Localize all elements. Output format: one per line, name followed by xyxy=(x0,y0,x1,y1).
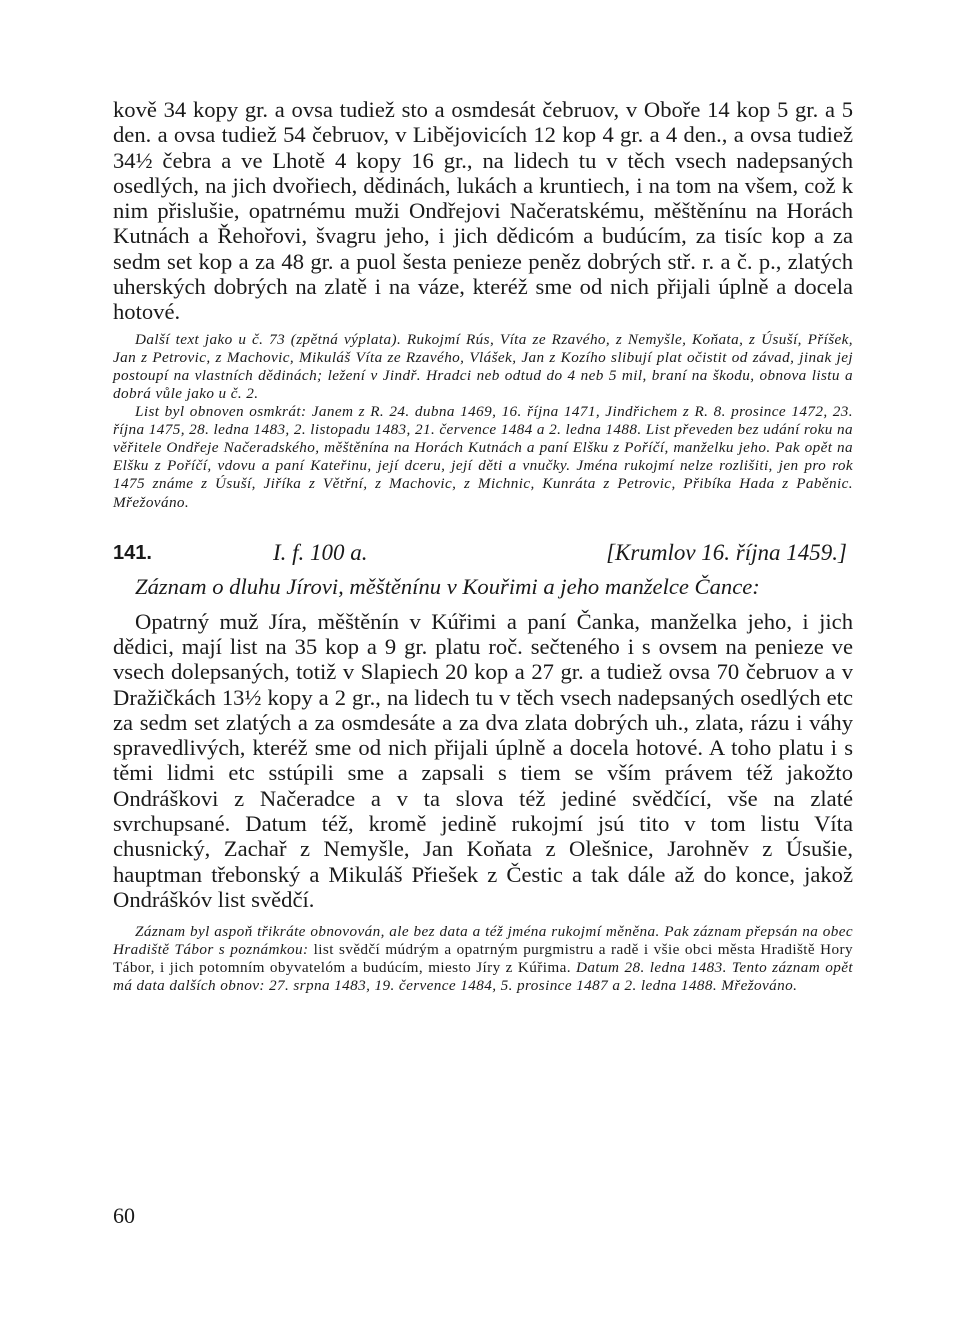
entry-paragraph: Opatrný muž Jíra, měštěnín v Kúřimi a paní Čanka, manželka jeho, i jich dědici, mají list na 35 kop a 9 gr. platu roč. sečteného i s ovsem na penieze ve vsech dolepsaných, totiž v Slapiech 20 kop a 27 gr. a tudiež ovsa 70 čebruov a v Dražičkách 13½ kopy a 2 gr., na lidech tu v těch vsech nadepsaných osedlých etc za sedm set zlatých a za osmdesáte a za dva zlata dobrých uh., zlata, rázu i váhy spravedlivých, kteréž sme od nich přijali úplně a docela hotové. A toho platu i s těmi lidmi etc sstúpili sme a zapsali s tiem se vším právem též jakožto Ondráškovi z Načeradce a v ta slova též jediné svědčící, vše na zlaté svrchupsané. Datum též, kromě jedině rukojmí jsú tito v tom listu Víta chusnický, Zachař z Nemyšle, Jan Koňata z Olešnice, Jarohněv z Úsušie, hauptman třebonský a Mikuláš Přiešek z Čestic a tak dále až do konce, jakož Ondráškóv list svědčí. xyxy=(113,608,853,912)
entry-header xyxy=(113,538,853,568)
entry-folio: I. f. 100 a. xyxy=(273,539,368,565)
page-number: 60 xyxy=(113,1203,135,1228)
entry-title: Záznam o dluhu Jírovi, měštěnínu v Kouřimi a jeho manželce Čance: xyxy=(135,573,760,599)
note-3-italic-part-1: Záznam byl aspoň třikráte obnovován, ale bez data a též jména rukojmí měněna. Pak záznam přepsán na obec Hradiště Tábor s poznámkou: xyxy=(113,923,853,959)
entry-number: 141. xyxy=(113,541,152,564)
body-paragraph-continuation: kově 34 kopy gr. a ovsa tudiež sto a osmdesát čebruov, v Oboře 14 kop 5 gr. a 5 den. a ovsa tudiež 54 čebruov, v Libějovicích 12 kop 4 gr. a 4 den., a ovsa tudiež 34½ čebra a ve Lhotě 4 kopy 16 gr., na lidech tu v těch vsech nadepsaných osedlých, na jich dvořiech, dědinách, lukách a kruntiech, i na tom na všem, což k nim přislušie, opatrnému muži Ondřejovi Načeratskému, měštěnínu na Horách Kutnách a Řehořovi, švagru jeho, i jich dědicóm a budúcím, za tisíc kop a za sedm set kop a za 48 gr. a puol šesta penieze peněz dobrých stř. r. a č. p., zlatých uherských dobrých na zlatě i na váze, kteréž sme od nich přijali úplně a docela hotové. xyxy=(113,97,853,325)
note-3-italic-part-2: Datum 28. ledna 1483. Tento záznam opět má data dalších obnov: 27. srpna 1483, 19. července 1484, 5. prosince 1487 a 2. ledna 1488. Mřežováno. xyxy=(113,959,853,995)
editorial-note-3 xyxy=(113,923,853,995)
editorial-note-1: Další text jako u č. 73 (zpětná výplata). Rukojmí Rús, Víta ze Rzavého, z Nemyšle, Koňata, z Úsuší, Příšek, Jan z Petrovic, z Machovic, Mikuláš Víta ze Rzavého, Vlášek, Jan z Kozího slibují plat očistit od závad, jinak jej postoupí na vlastních dědinách; ležení v Jindř. Hradci neb odtud do 4 neb 5 mil, braní na škodu, obnova listu a dobrá vůle jako u č. 2. xyxy=(113,330,853,402)
editorial-note-2: List byl obnoven osmkrát: Janem z R. 24. dubna 1469, 16. října 1471, Jindřichem z R. 8. prosince 1472, 23. října 1475, 28. ledna 1483, 2. listopadu 1483, 21. července 1484 a 2. ledna 1488. List převeden bez udání roku na věřitele Ondřeje Načeradského, měštěnína na Horách Kutnách a paní Elšku z Poříčí, manželku jeho. Pak opět na Elšku z Poříčí, vdovu a paní Kateřinu, její dceru, její děti a vnučky. Jména rukojmí nelze rozlišiti, jen pro rok 1475 známe z Úsuší, Jiříka z Větřní, z Machovic, z Michnic, Kunráta z Petrovic, Přibíka Hada z Paběnic. Mřežováno. xyxy=(113,403,853,511)
note-3-roman-part: list svědčí múdrým a opatrným purgmistru a radě i všie obci města Hradiště Hory Tábor, i jich potomním obyvatelóm a budúcím, miesto Jíry z Kúřima. xyxy=(113,941,853,977)
entry-date: [Krumlov 16. října 1459.] xyxy=(606,539,847,565)
page-content xyxy=(113,97,853,996)
